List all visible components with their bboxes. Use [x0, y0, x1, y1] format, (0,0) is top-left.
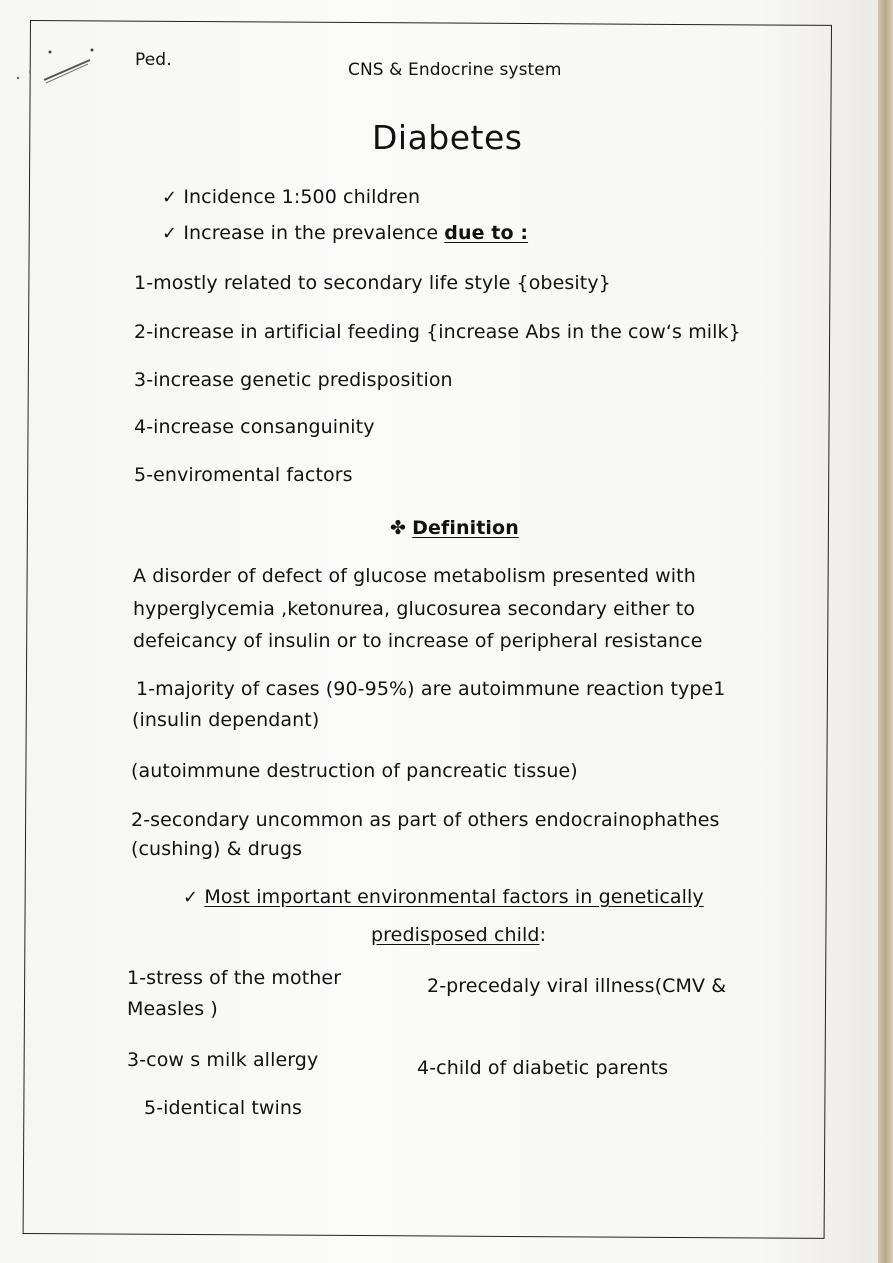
type1-note: (autoimmune destruction of pancreatic tissue)	[131, 760, 578, 782]
intro-point-text: Incidence 1:500 children	[183, 186, 421, 208]
checkmark-icon: ✓	[162, 223, 178, 244]
checkmark-icon: ✓	[162, 187, 178, 208]
env-factors-heading	[183, 886, 704, 908]
cause-item: 3-increase genetic predisposition	[134, 369, 453, 391]
type1-line: (insulin dependant)	[132, 709, 320, 731]
intro-point-emphasis: due to :	[444, 222, 529, 244]
type2-line: 2-secondary uncommon as part of others endocrainophathes	[131, 809, 720, 831]
course-label: Ped.	[135, 50, 172, 70]
type1-line: 1-majority of cases (90-95%) are autoimmune reaction type1	[136, 678, 726, 700]
env-factors-heading-text: Most important environmental factors in genetically	[204, 886, 704, 908]
intro-point	[162, 186, 420, 208]
definition-line: hyperglycemia ,ketonurea, glucosurea secondary either to	[133, 598, 696, 620]
definition-line: defeicancy of insulin or to increase of peripheral resistance	[133, 630, 703, 652]
env-factor-item: 4-child of diabetic parents	[417, 1057, 669, 1079]
cause-item: 4-increase consanguinity	[134, 416, 375, 438]
env-factor-item: 2-precedaly viral illness(CMV &	[427, 975, 727, 997]
cause-item: 2-increase in artificial feeding {increase Abs in the cow‘s milk}	[134, 321, 741, 343]
definition-heading	[390, 517, 519, 539]
pen-mark-icon	[10, 42, 100, 97]
page-title: Diabetes	[372, 118, 523, 157]
intro-point-text: Increase in the prevalence	[183, 222, 445, 244]
checkmark-icon: ✓	[183, 887, 199, 908]
definition-title: Definition	[412, 517, 519, 539]
env-factor-item: 3-cow s milk allergy	[127, 1049, 319, 1071]
type2-line: (cushing) & drugs	[131, 838, 303, 860]
page-edge-shadow	[878, 0, 893, 1263]
cause-item: 5-enviromental factors	[134, 464, 353, 486]
env-factor-item: 1-stress of the mother	[127, 967, 342, 989]
section-label: CNS & Endocrine system	[348, 60, 562, 80]
definition-line: A disorder of defect of glucose metabolism presented with	[133, 565, 696, 587]
env-factors-subheading: predisposed child:	[371, 924, 547, 946]
cause-item: 1-mostly related to secondary life style {obesity}	[134, 272, 611, 294]
env-factor-item: 5-identical twins	[144, 1097, 303, 1119]
intro-point	[162, 222, 528, 244]
env-factor-item: Measles )	[127, 998, 218, 1020]
definition-bullet-icon: ✤	[390, 517, 407, 539]
